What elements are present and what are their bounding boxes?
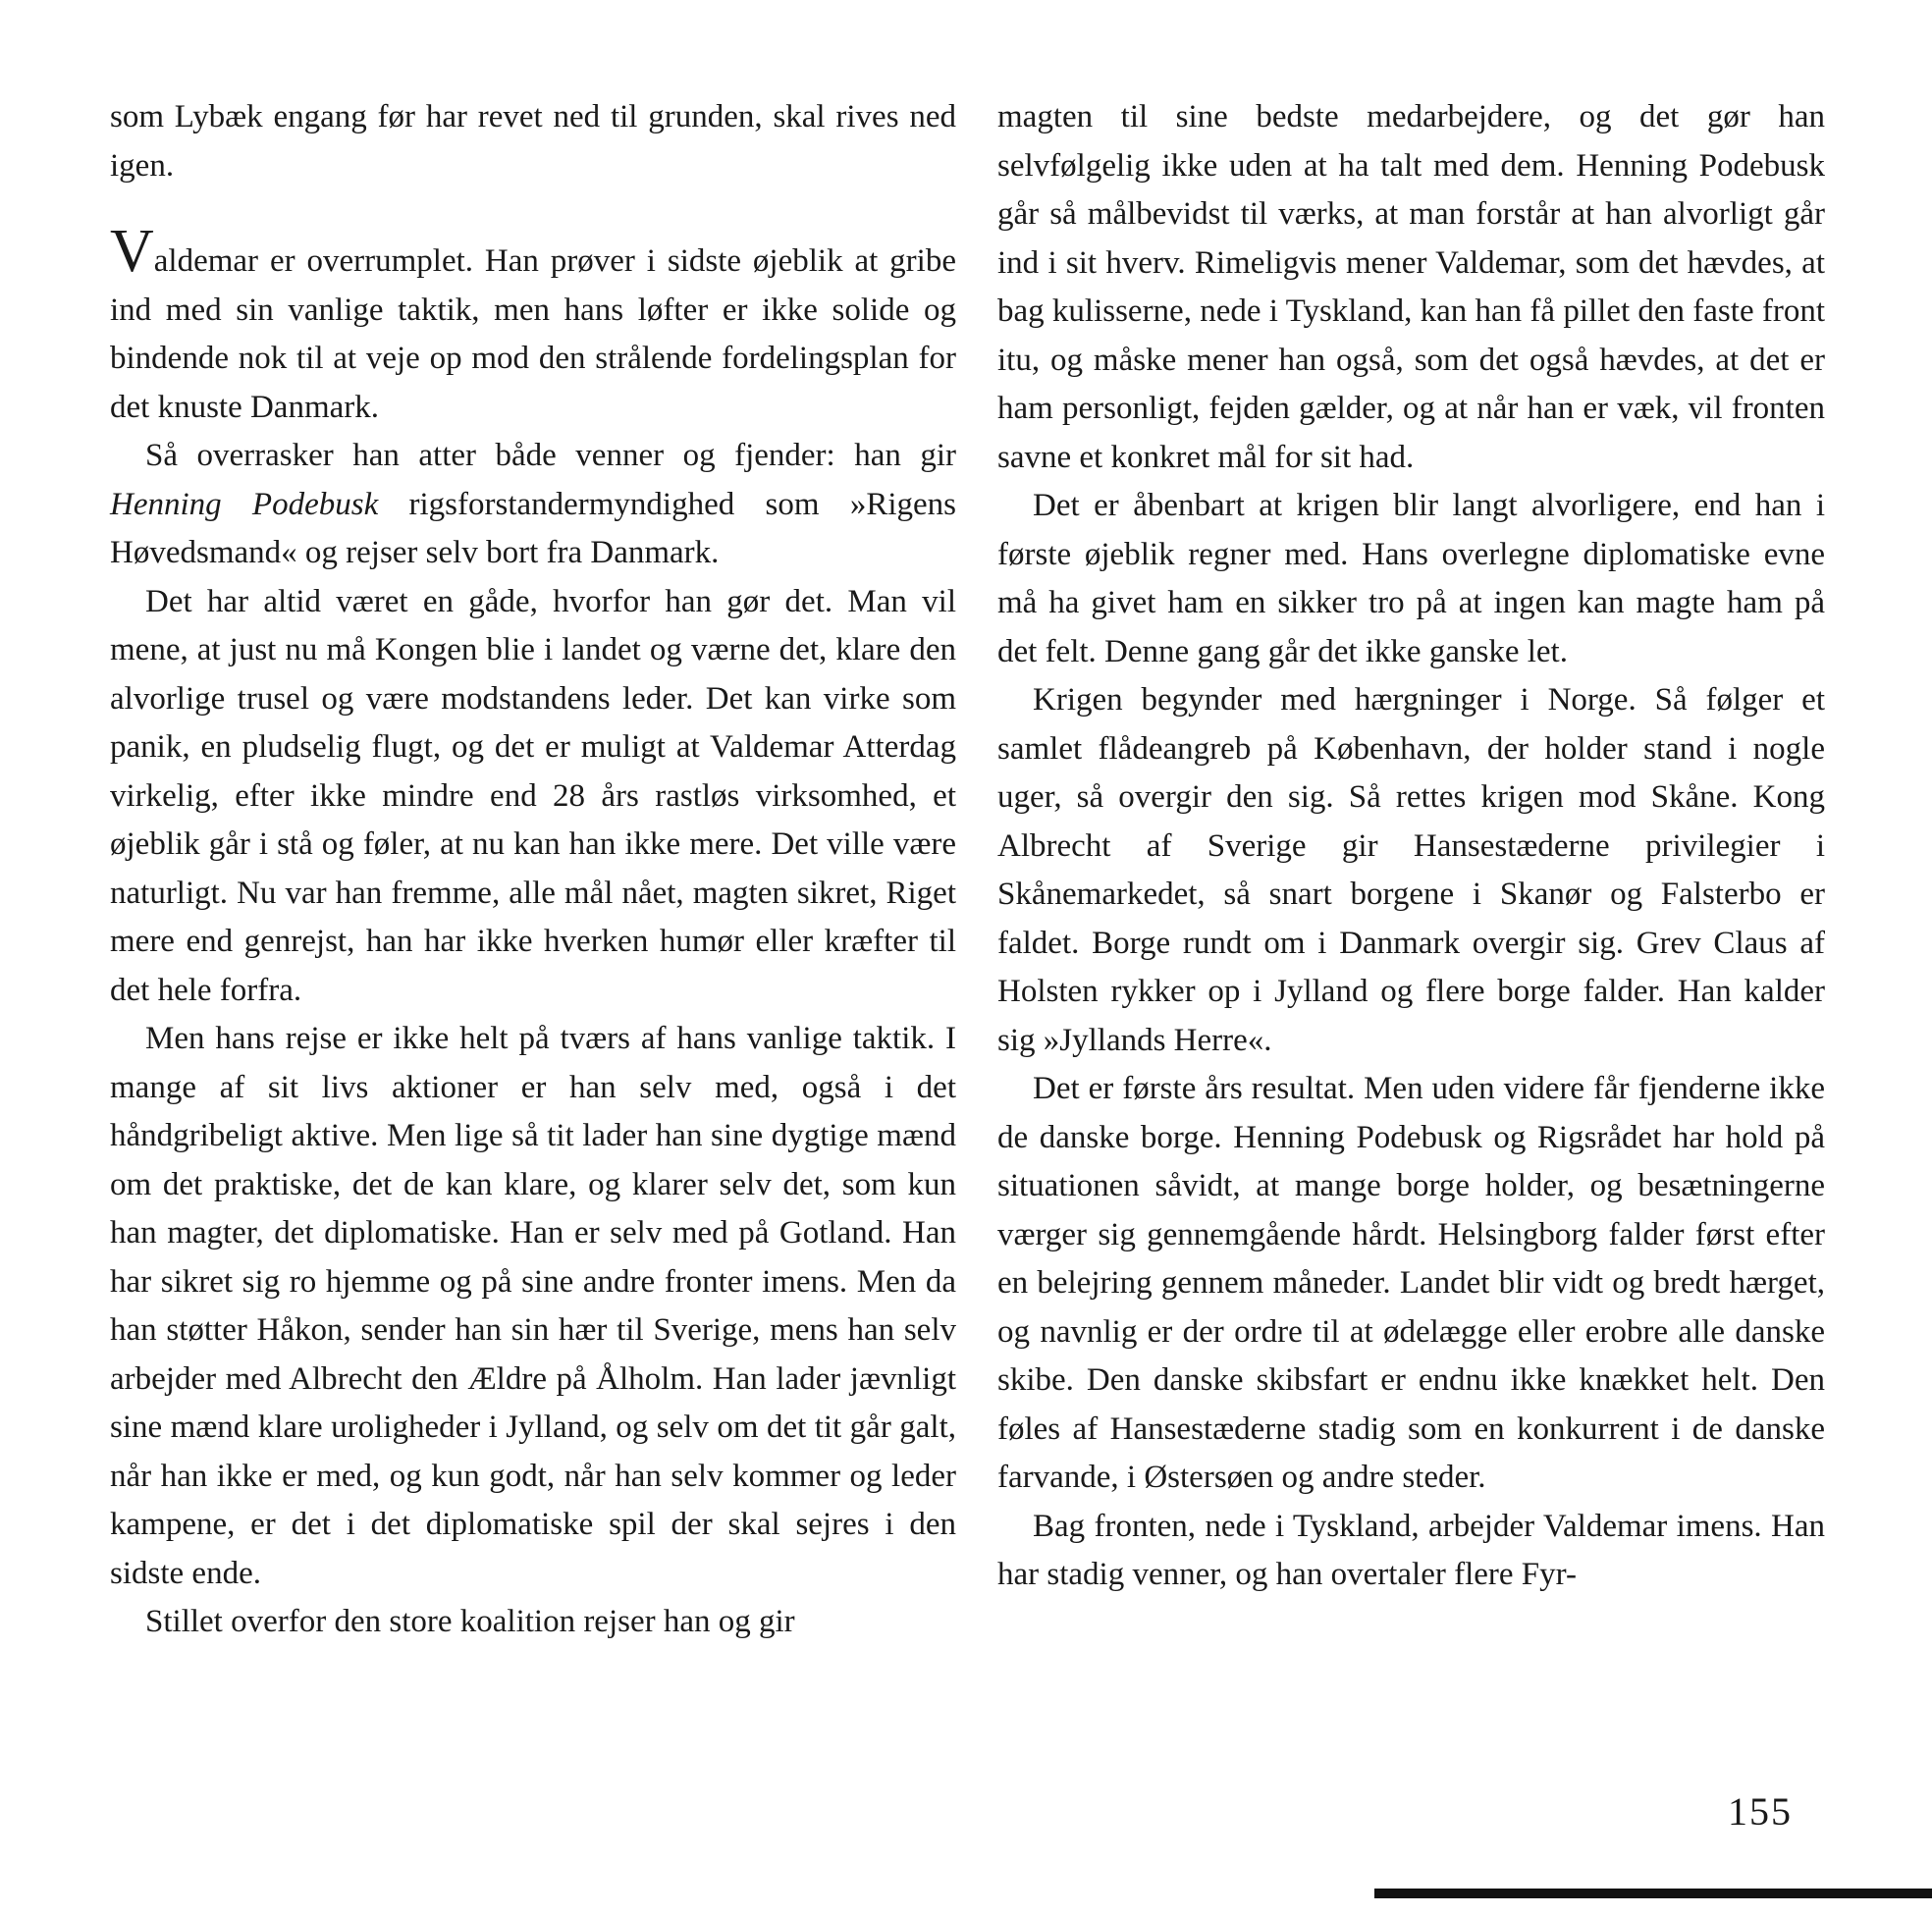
paragraph-text: Så overrasker han atter både venner og fjender: han gir [145, 438, 956, 473]
paragraph: Stillet overfor den store koalition rejser han og gir [145, 1604, 795, 1639]
section-opening-paragraph [110, 218, 956, 432]
paragraph [110, 432, 956, 578]
italic-name: Henning Podebusk [110, 486, 379, 522]
left-text-column [110, 93, 956, 1647]
paragraph: Men hans rejse er ikke helt på tværs af hans vanlige taktik. I mange af sit livs aktioner er han selv med, også i det håndgribeligt aktive. Men lige så tit lader han sine dygtige mænd om det praktiske, det de kan klare, og klarer selv det, som kun han magter, det diplomatiske. Han er selv med på Gotland. Han har sikret sig ro hjemme og på sine andre fronter imens. Men da han støtter Håkon, sender han sin hær til Sverige, mens han selv arbejder med Albrecht den Ældre på Ålholm. Han lader jævnligt sine mænd klare uroligheder i Jylland, og selv om det tit går galt, når han ikke er med, og kun godt, når han selv kommer og leder kampene, er det i det diplomatiske spil der skal sejres i den sidste ende. [110, 1021, 956, 1591]
paragraph: som Lybæk engang før har revet ned til grunden, skal rives ned igen. [110, 99, 956, 184]
drop-cap-letter: V [110, 218, 154, 285]
paragraph-text: aldemar er overrumplet. Han prøver i sidste øjeblik at gribe ind med sin vanlige taktik, men hans løfter er ikke solide og bindende nok til at veje op mod den strålende fordelingsplan for det knuste Danmark. [110, 243, 956, 425]
paragraph: magten til sine bedste medarbejdere, og det gør han selvfølgelig ikke uden at ha talt med dem. Henning Podebusk går så målbevidst til værks, at man forstår at han alvorligt går ind i sit hverv. Rimeligvis mener Valdemar, som det hævdes, at bag kulisserne, nede i Tyskland, kan han få pillet den faste front itu, og måske mener han også, som det også hævdes, at det er ham personligt, fejden gælder, og at når han er væk, vil fronten savne et konkret mål for sit had. [997, 99, 1825, 475]
paragraph: Krigen begynder med hærgninger i Norge. Så følger et samlet flådeangreb på København, der holder stand i nogle uger, så overgir den sig. Så rettes krigen mod Skåne. Kong Albrecht af Sverige gir Hansestæderne privilegier i Skånemarkedet, så snart borgene i Skanør og Falsterbo er faldet. Borge rundt om i Danmark overgir sig. Grev Claus af Holsten rykker op i Jylland og flere borge falder. Han kalder sig »Jyllands Herre«. [997, 682, 1825, 1058]
scan-edge-shadow [1374, 1889, 1932, 1898]
paragraph: Det har altid været en gåde, hvorfor han gør det. Man vil mene, at just nu må Kongen blie i landet og værne det, klare den alvorlige trusel og være modstandens leder. Det kan virke som panik, en pludselig flugt, og det er muligt at Valdemar Atterdag virkelig, efter ikke mindre end 28 års rastløs virksomhed, et øjeblik går i stå og føler, at nu kan han ikke mere. Det ville være naturligt. Nu var han fremme, alle mål nået, magten sikret, Riget mere end genrejst, han har ikke hverken humør eller kræfter til det hele forfra. [110, 583, 956, 1008]
paragraph: Det er første års resultat. Men uden videre får fjenderne ikke de danske borge. Henning Podebusk og Rigsrådet har hold på situationen såvidt, at mange borge holder, og besætningerne værger sig gennemgående hårdt. Helsingborg falder først efter en belejring gennem måneder. Landet blir vidt og bredt hærget, og navnlig er der ordre til at ødelægge eller erobre alle danske skibe. Den danske skibsfart er endnu ikke knækket helt. Den føles af Hansestæderne stadig som en konkurrent i de danske farvande, i Østersøen og andre steder. [997, 1071, 1825, 1495]
paragraph-text: rigsforstandermyndighed som »Rigens Høvedsmand« og rejser selv bort fra Danmark. [110, 486, 956, 570]
right-text-column [997, 93, 1825, 1600]
paragraph: Bag fronten, nede i Tyskland, arbejder Valdemar imens. Han har stadig venner, og han overtaler flere Fyr- [997, 1508, 1825, 1592]
paragraph: Det er åbenbart at krigen blir langt alvorligere, end han i første øjeblik regner med. Hans overlegne diplomatiske evne må ha givet ham en sikker tro på at ingen kan magte ham på det felt. Denne gang går det ikke ganske let. [997, 488, 1825, 669]
page-number: 155 [1728, 1789, 1793, 1834]
